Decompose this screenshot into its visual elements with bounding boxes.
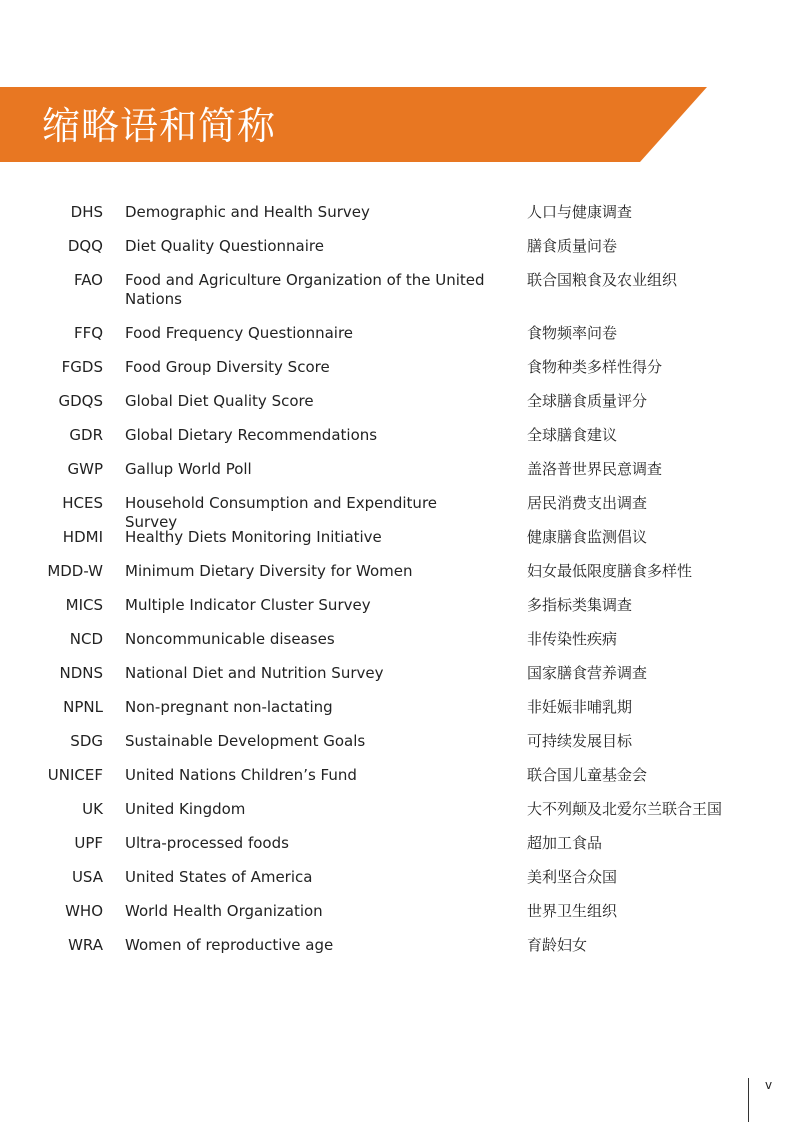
english-term: Minimum Dietary Diversity for Women	[125, 562, 413, 580]
chinese-term: 联合国粮食及农业组织	[527, 271, 678, 289]
abbreviation-code: DHS	[70, 203, 103, 221]
abbreviation-code: WHO	[65, 902, 103, 920]
english-term: World Health Organization	[125, 902, 323, 920]
list-item	[0, 630, 793, 664]
chinese-term: 大不列颠及北爱尔兰联合王国	[527, 800, 723, 818]
abbreviation-code: GDR	[69, 426, 103, 444]
list-item	[0, 902, 793, 936]
chinese-term: 盖洛普世界民意调查	[527, 460, 663, 478]
abbreviation-code: DQQ	[67, 237, 103, 255]
english-term: Ultra-processed foods	[125, 834, 289, 852]
chinese-term: 联合国儿童基金会	[527, 766, 648, 784]
abbreviation-code: UNICEF	[47, 766, 103, 784]
list-item	[0, 271, 793, 324]
english-term: Food Group Diversity Score	[125, 358, 330, 376]
chinese-term: 美利坚合众国	[527, 868, 618, 886]
english-term: United States of America	[125, 868, 313, 886]
english-term: Sustainable Development Goals	[125, 732, 366, 750]
english-term: Women of reproductive age	[125, 936, 334, 954]
list-item	[0, 664, 793, 698]
list-item	[0, 800, 793, 834]
abbreviation-code: HCES	[62, 494, 103, 512]
abbreviation-code: FGDS	[61, 358, 103, 376]
abbreviation-code: NDNS	[59, 664, 103, 682]
abbreviation-code: WRA	[68, 936, 103, 954]
list-item	[0, 936, 793, 970]
abbreviation-code: NCD	[69, 630, 103, 648]
abbreviation-code: MDD-W	[47, 562, 103, 580]
chinese-term: 膳食质量问卷	[527, 237, 618, 255]
list-item	[0, 868, 793, 902]
english-term: Non-pregnant non-lactating	[125, 698, 333, 716]
list-item	[0, 392, 793, 426]
chinese-term: 国家膳食营养调查	[527, 664, 648, 682]
abbreviation-code: HDMI	[62, 528, 103, 546]
english-term: Global Dietary Recommendations	[125, 426, 378, 444]
list-item	[0, 562, 793, 596]
english-term: Noncommunicable diseases	[125, 630, 335, 648]
list-item	[0, 426, 793, 460]
english-term: United Kingdom	[125, 800, 246, 818]
english-term: Gallup World Poll	[125, 460, 252, 478]
chinese-term: 育龄妇女	[527, 936, 588, 954]
abbreviation-code: GDQS	[58, 392, 103, 410]
abbreviation-code: USA	[71, 868, 103, 886]
chinese-term: 超加工食品	[527, 834, 603, 852]
english-term: National Diet and Nutrition Survey	[125, 664, 384, 682]
chinese-term: 可持续发展目标	[527, 732, 633, 750]
abbreviation-code: NPNL	[63, 698, 103, 716]
list-item	[0, 324, 793, 358]
english-term: Global Diet Quality Score	[125, 392, 314, 410]
chinese-term: 妇女最低限度膳食多样性	[527, 562, 693, 580]
chinese-term: 食物种类多样性得分	[527, 358, 663, 376]
list-item	[0, 834, 793, 868]
english-term: Healthy Diets Monitoring Initiative	[125, 528, 382, 546]
chinese-term: 食物频率问卷	[527, 324, 618, 342]
english-term: United Nations Children’s Fund	[125, 766, 357, 784]
english-term: Food Frequency Questionnaire	[125, 324, 354, 342]
abbreviation-code: UPF	[74, 834, 103, 852]
english-term: Demographic and Health Survey	[125, 203, 370, 221]
list-item	[0, 732, 793, 766]
abbreviation-list	[0, 203, 793, 970]
abbreviation-code: UK	[82, 800, 103, 818]
chinese-term: 非妊娠非哺乳期	[527, 698, 633, 716]
chinese-term: 世界卫生组织	[527, 902, 618, 920]
chinese-term: 非传染性疾病	[527, 630, 618, 648]
chinese-term: 多指标类集调查	[527, 596, 633, 614]
list-item	[0, 203, 793, 237]
list-item	[0, 494, 793, 531]
abbreviation-code: FAO	[73, 271, 103, 289]
chinese-term: 居民消费支出调查	[527, 494, 648, 512]
list-item	[0, 237, 793, 271]
list-item	[0, 596, 793, 630]
list-item	[0, 460, 793, 494]
chinese-term: 健康膳食监测倡议	[527, 528, 648, 546]
page-number: v	[765, 1078, 773, 1092]
page-title: 缩略语和简称	[42, 104, 277, 148]
abbreviation-code: FFQ	[73, 324, 103, 342]
english-term: Multiple Indicator Cluster Survey	[125, 596, 371, 614]
chinese-term: 全球膳食建议	[527, 426, 618, 444]
list-item	[0, 358, 793, 392]
list-item	[0, 528, 793, 562]
chinese-term: 人口与健康调查	[527, 203, 633, 221]
abbreviation-code: MICS	[65, 596, 103, 614]
list-item	[0, 698, 793, 732]
english-term: Food and Agriculture Organization of the United Nations	[125, 271, 485, 308]
chinese-term: 全球膳食质量评分	[527, 392, 648, 410]
abbreviation-code: SDG	[70, 732, 103, 750]
english-term: Household Consumption and Expenditure Survey	[125, 494, 438, 531]
list-item	[0, 766, 793, 800]
abbreviation-code: GWP	[67, 460, 103, 478]
english-term: Diet Quality Questionnaire	[125, 237, 324, 255]
page-number-divider	[748, 1078, 749, 1122]
